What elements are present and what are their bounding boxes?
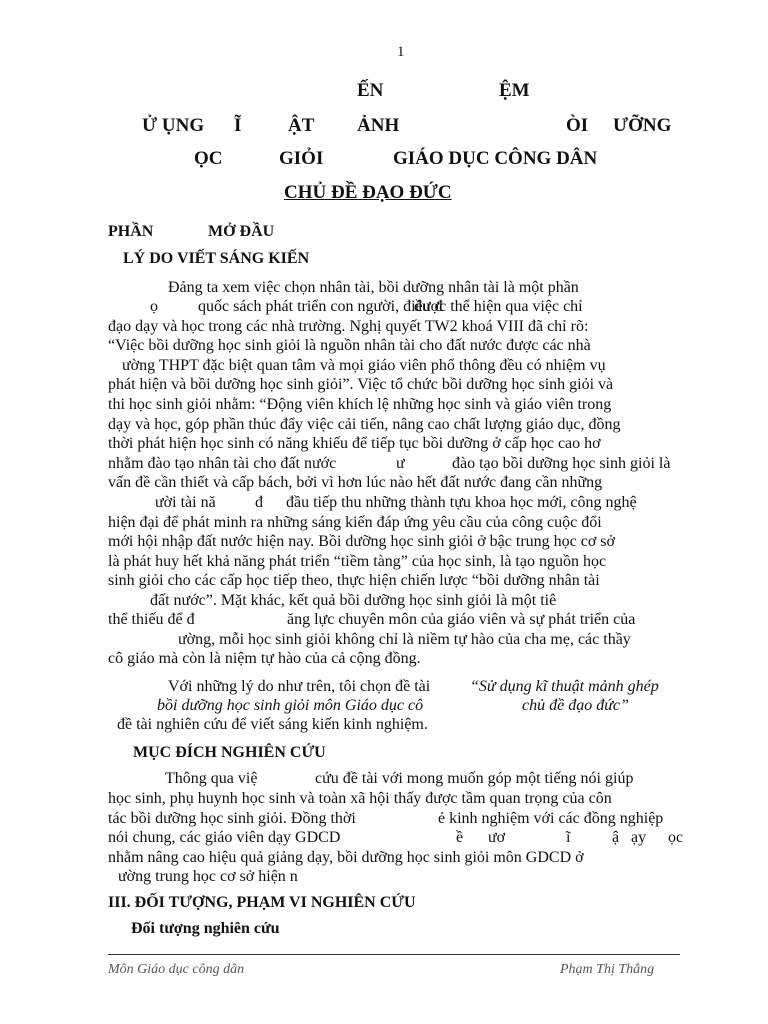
- text-fragment: ề: [456, 829, 464, 846]
- title-line2-fragment: Ử ỤNG: [142, 115, 205, 136]
- part-heading-label: PHẦN: [108, 223, 154, 240]
- topic-title: CHỦ ĐỀ ĐẠO ĐỨC: [284, 182, 452, 203]
- text-fragment: được thể hiện qua việc chỉ: [414, 298, 583, 315]
- text-line: dạy và học, góp phần thúc đẩy việc cải tiến, nâng cao chất lượng giáo dục, đồng: [108, 416, 621, 433]
- text-line: là phát huy hết khả năng phát triển “tiềm tàng” của học sinh, là tạo nguồn học: [108, 553, 607, 570]
- text-fragment: thể thiếu để đ: [108, 611, 195, 628]
- text-fragment: Thông qua việ: [165, 770, 258, 787]
- text-fragment: ọc: [668, 829, 684, 846]
- text-line: ường THPT đặc biệt quan tâm và mọi giáo viên phổ thông đều có nhiệm vụ: [122, 357, 606, 374]
- text-line: vấn đề cần thiết và cấp bách, bởi vì hơn lúc nào hết đất nước đang cần những: [108, 474, 603, 491]
- title-line1-fragment: ỆM: [499, 80, 530, 101]
- title-line2-fragment: ÒI: [566, 115, 589, 136]
- section-heading-reason: LÝ DO VIẾT SÁNG KIẾN: [123, 250, 310, 267]
- title-line1-fragment: ẾN: [357, 80, 384, 101]
- text-fragment: ạy: [631, 829, 647, 846]
- text-line: sinh giỏi cho các cấp học tiếp theo, thực hiện chiến lược “bồi dưỡng nhân tài: [108, 572, 600, 589]
- text-fragment: ọ: [150, 298, 158, 315]
- text-line: học sinh, phụ huynh học sinh và toàn xã hội thấy được tầm quan trọng của côn: [108, 790, 612, 807]
- text-line: “Việc bồi dưỡng học sinh giỏi là nguồn nhân tài cho đất nước được các nhà: [108, 337, 591, 354]
- text-line: đạo dạy và học trong các nhà trường. Nghị quyết TW2 khoá VIII đã chỉ rõ:: [108, 318, 589, 335]
- text-fragment: ĩ: [566, 829, 571, 846]
- title-line2-fragment: ƯỠNG: [613, 115, 672, 136]
- text-fragment-italic: chủ đề đạo đức”: [522, 697, 629, 714]
- text-fragment: ươ: [488, 829, 506, 846]
- text-fragment: ư: [396, 455, 405, 472]
- text-line: ường, mỗi học sinh giỏi không chỉ là niềm tự hào của cha mẹ, các thầy: [178, 631, 631, 648]
- text-line: hiện đại để phát minh ra những sáng kiến đáp ứng yêu cầu của công cuộc đổi: [108, 514, 602, 531]
- title-line2-fragment: ẢNH: [357, 115, 400, 136]
- text-line: Đảng ta xem việc chọn nhân tài, bồi dưỡng nhân tài là một phần: [168, 279, 579, 296]
- footer-subject: Môn Giáo dục công dân: [108, 962, 245, 977]
- text-fragment: đ: [255, 494, 263, 511]
- text-fragment: quốc sách phát triển con người, điều đ: [198, 298, 443, 315]
- footer-divider: [108, 954, 680, 955]
- text-fragment-italic: “Sử dụng kĩ thuật mảnh ghép: [470, 678, 659, 695]
- section-heading-purpose: MỤC ĐÍCH NGHIÊN CỨU: [133, 744, 326, 761]
- text-fragment: nói chung, các giáo viên dạy GDCD: [108, 829, 341, 846]
- title-line2-fragment: ẬT: [288, 115, 315, 136]
- title-line3-fragment: ỌC: [194, 148, 223, 169]
- section-heading-scope: III. ĐỐI TƯỢNG, PHẠM VI NGHIÊN CỨU: [108, 894, 416, 911]
- text-fragment-italic: bồi dưỡng học sinh giỏi môn Giáo dục cô: [157, 697, 424, 714]
- text-line: mới hội nhập đất nước hiện nay. Bồi dưỡng học sinh giỏi ở bậc trung học cơ sở: [108, 533, 615, 550]
- text-line: thời phát hiện học sinh có năng khiếu để tiếp tục bồi dưỡng ở cấp học cao hơ: [108, 435, 601, 452]
- page-number: 1: [397, 44, 405, 60]
- text-fragment: đầu tiếp thu những thành tựu khoa học mới, công nghệ: [286, 494, 637, 511]
- title-line3-fragment: GIÁO DỤC CÔNG DÂN: [393, 148, 598, 169]
- text-fragment: ười tài nă: [155, 494, 216, 511]
- text-fragment: cứu đề tài với mong muốn góp một tiếng nói giúp: [315, 770, 634, 787]
- text-line: đề tài nghiên cứu để viết sáng kiến kinh nghiệm.: [117, 716, 428, 733]
- text-line: thi học sinh giỏi nhằm: “Động viên khích lệ những học sinh và giáo viên trong: [108, 396, 612, 413]
- part-heading-title: MỞ ĐẦU: [208, 223, 275, 240]
- title-line3-fragment: GIỎI: [279, 148, 324, 169]
- text-line: ường trung học cơ sở hiện n: [118, 868, 298, 885]
- footer-author: Phạm Thị Thắng: [560, 962, 655, 977]
- text-fragment: ẻ kinh nghiệm với các đồng nghiệp: [438, 810, 664, 827]
- text-fragment: ăng lực chuyên môn của giáo viên và sự phát triển của: [287, 611, 636, 628]
- text-line: đất nước”. Mặt khác, kết quả bồi dưỡng học sinh giỏi là một tiê: [150, 592, 557, 609]
- subheading-research-object: Đối tượng nghiên cứu: [131, 920, 280, 937]
- title-line2-fragment: Ĩ: [234, 115, 242, 136]
- text-line: phát hiện và bồi dưỡng học sinh giỏi”. Việc tổ chức bồi dưỡng học sinh giỏi và: [108, 376, 614, 393]
- text-fragment: đào tạo bồi dưỡng học sinh giỏi là: [452, 455, 671, 472]
- text-fragment: Với những lý do như trên, tôi chọn đề tài: [168, 678, 431, 695]
- text-line: cô giáo mà còn là niệm tự hào của cả cộng đồng.: [108, 650, 421, 667]
- text-line: nhằm nâng cao hiệu quả giảng dạy, bồi dưỡng học sinh giỏi môn GDCD ở: [108, 849, 584, 866]
- text-fragment: tác bồi dưỡng học sinh giỏi. Đồng thời: [108, 810, 356, 827]
- text-fragment: ậ: [612, 829, 620, 846]
- text-fragment: nhằm đào tạo nhân tài cho đất nước: [108, 455, 337, 472]
